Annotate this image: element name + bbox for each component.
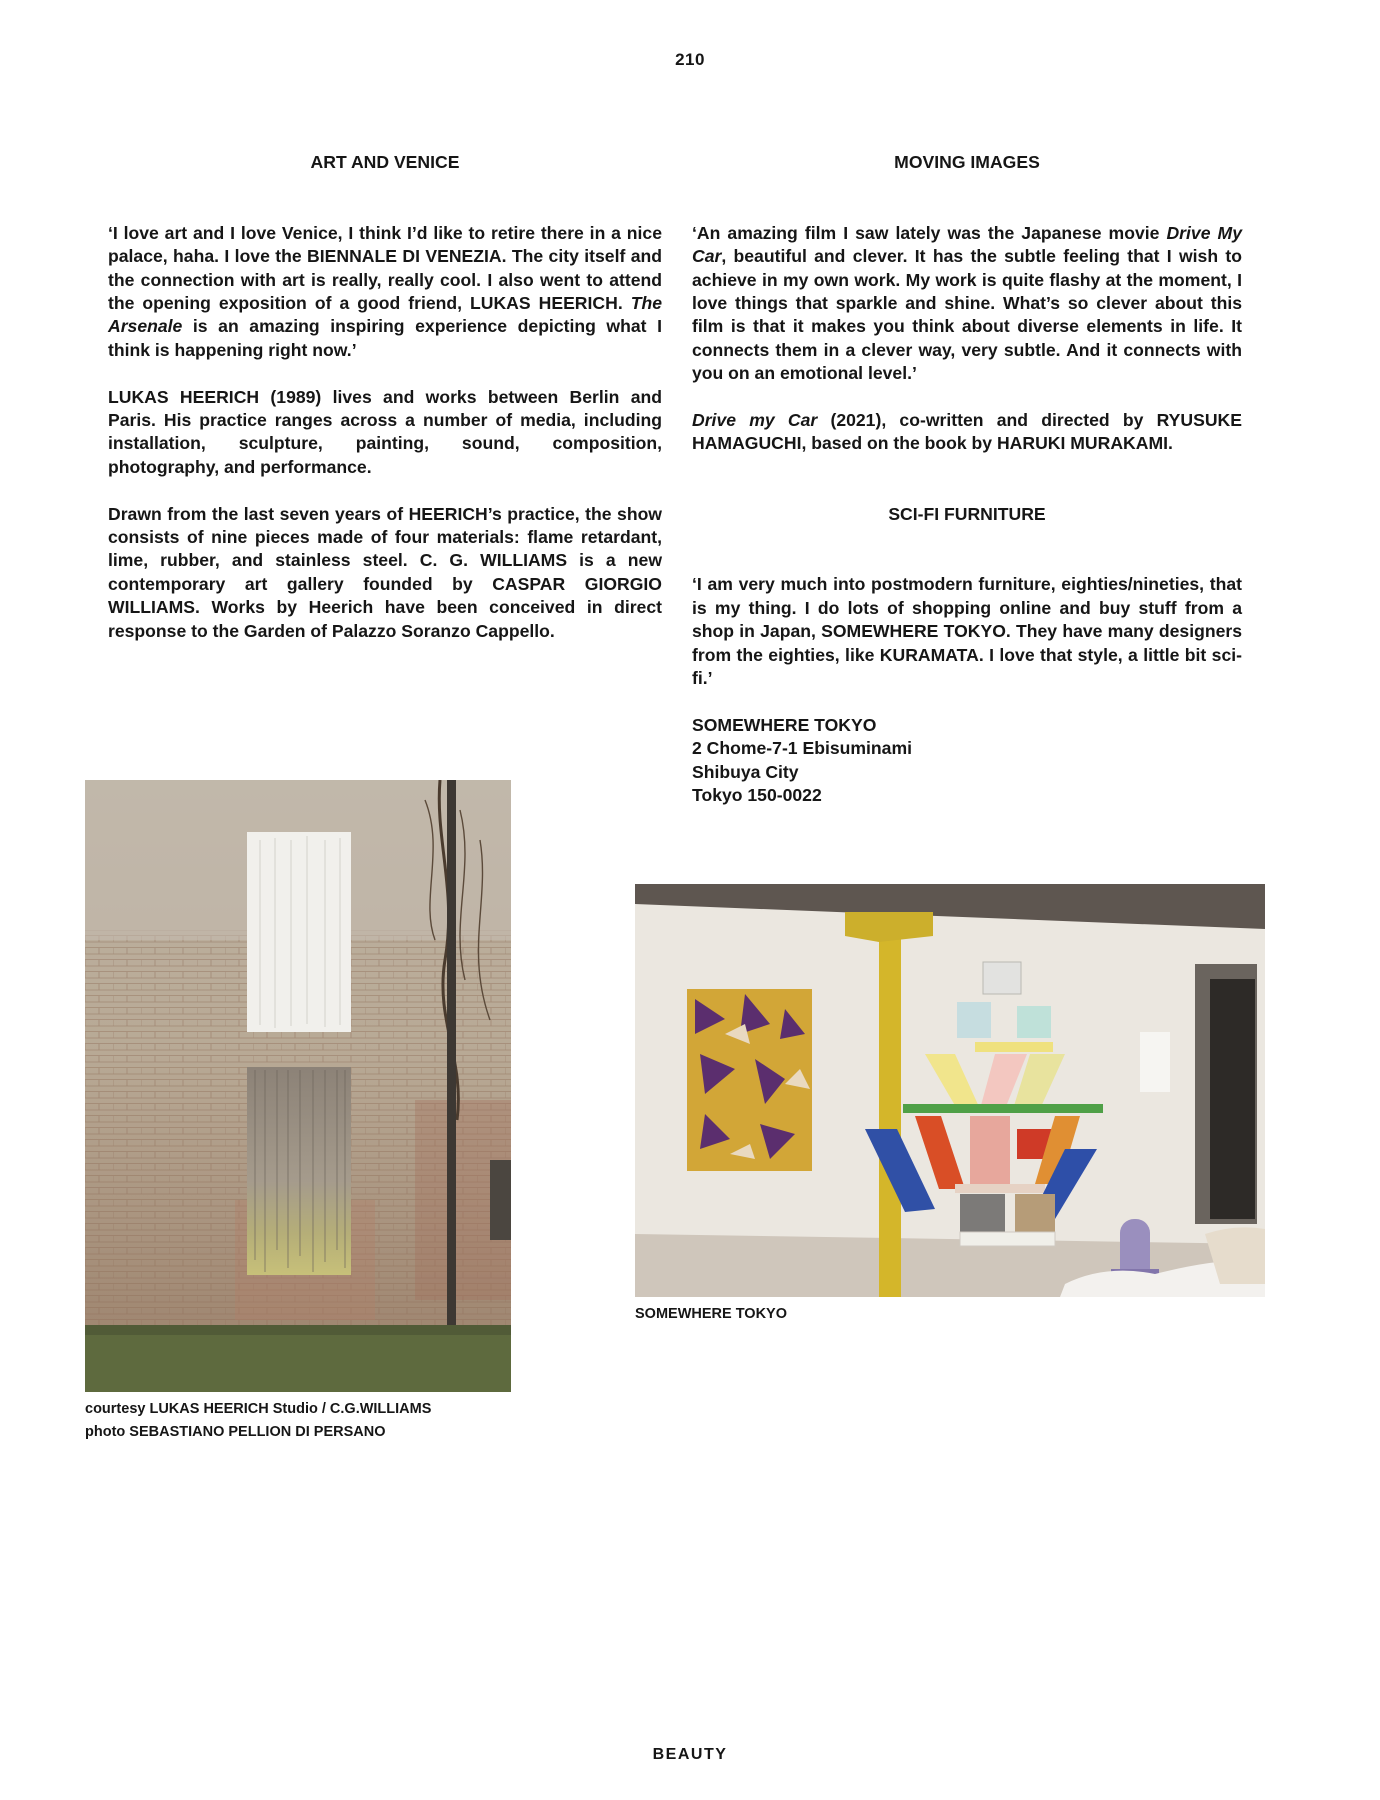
photo-somewhere-tokyo xyxy=(635,884,1265,1297)
heading-moving-images: MOVING IMAGES xyxy=(894,152,1040,172)
address-line: 2 Chome-7-1 Ebisuminami xyxy=(692,738,912,759)
section-footer: BEAUTY xyxy=(652,1746,728,1763)
address-line: SOMEWHERE TOKYO xyxy=(692,714,877,735)
page-number: 210 xyxy=(675,50,705,69)
paragraph-venice-quote: ‘I love art and I love Venice, I think I’d like to retire there in a nice palace, haha. I love the BIENNALE DI VENEZIA. The city itself and the connection with art is really, really cool. I also went to attend the opening exposition of a good friend, LUKAS HEERICH. The Arsenale is an amazing inspiring experience depicting what I think is happening right now.’ xyxy=(108,222,662,360)
paragraph-heerich-show: Drawn from the last seven years of HEERICH’s practice, the show consists of nine pieces made of four materials: flame retardant, lime, rubber, and stainless steel. C. G. WILLIAMS is a new contemporary art gallery founded by CASPAR GIORGIO WILLIAMS. Works by Heerich have been conceived in direct response to the Garden of Palazzo Soranzo Cappello. xyxy=(108,503,662,641)
address-line: Tokyo 150-0022 xyxy=(692,785,822,806)
photo-somewhere-tokyo-graphic xyxy=(635,884,1265,1297)
paragraph-heerich-bio: LUKAS HEERICH (1989) lives and works between Berlin and Paris. His practice ranges across a number of media, including installation, sculpture, painting, sound, composition, photography, and performance. xyxy=(108,386,662,477)
photo-heerich-artworks-graphic xyxy=(85,780,511,1392)
caption-left-photo xyxy=(85,1398,431,1444)
heading-art-and-venice: ART AND VENICE xyxy=(310,152,460,172)
address-line: Shibuya City xyxy=(692,761,799,782)
heading-sci-fi-furniture: SCI-FI FURNITURE xyxy=(888,503,1046,524)
address-block xyxy=(692,714,1242,808)
caption-right-photo: SOMEWHERE TOKYO xyxy=(635,1306,787,1322)
caption-courtesy: courtesy LUKAS HEERICH Studio / C.G.WILLIAMS xyxy=(85,1401,432,1417)
photo-heerich-artworks xyxy=(85,780,511,1392)
paragraph-film-quote: ‘An amazing film I saw lately was the Japanese movie Drive My Car, beautiful and clever. It has the subtle feeling that I wish to achieve in my own work. My work is quite flashy at the moment, I love things that sparkle and shine. What’s so clever about this film is that it makes you think about diverse elements in life. It connects them in a clever way, very subtle. And it connects with you on an emotional level.’ xyxy=(692,222,1242,384)
caption-photographer: photo SEBASTIANO PELLION DI PERSANO xyxy=(85,1424,386,1440)
paragraph-film-credit: Drive my Car (2021), co-written and directed by RYUSUKE HAMAGUCHI, based on the book by HARUKI MURAKAMI. xyxy=(692,410,1242,454)
column-moving-images xyxy=(692,151,1242,807)
paragraph-furniture-quote: ‘I am very much into postmodern furniture, eighties/nineties, that is my thing. I do lots of shopping online and buy stuff from a shop in Japan, SOMEWHERE TOKYO. They have many designers from the eighties, like KURAMATA. I love that style, a little bit sci-fi.’ xyxy=(692,574,1242,689)
column-art-and-venice xyxy=(108,151,662,643)
